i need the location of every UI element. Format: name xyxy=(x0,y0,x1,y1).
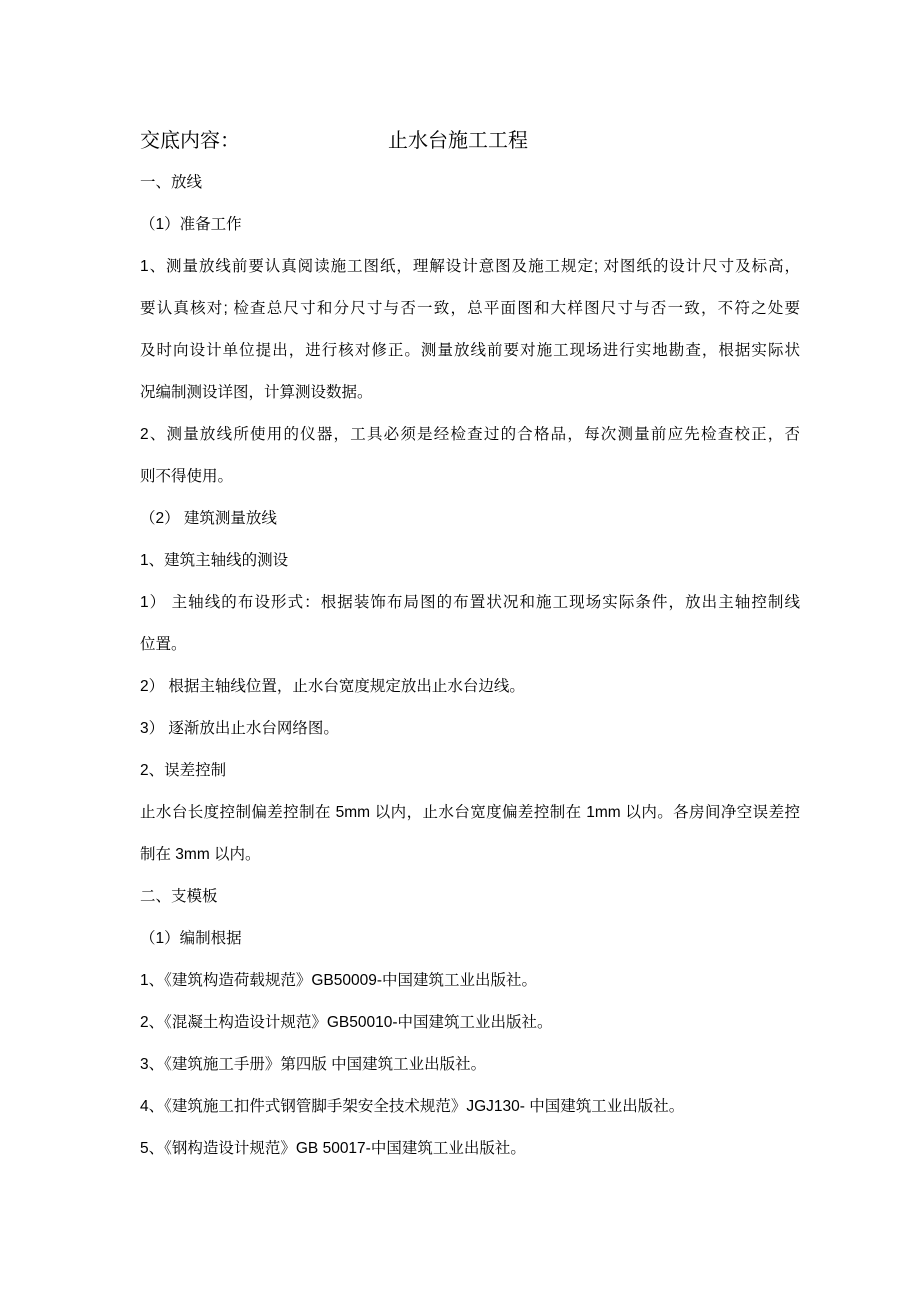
text-line: 2、测量放线所使用的仪器，工具必须是经检查过的合格品，每次测量前应先检查校正，否 xyxy=(140,426,800,443)
text-line: 止水台长度控制偏差控制在 5mm 以内，止水台宽度偏差控制在 1mm 以内。各房间净空误差控 xyxy=(140,804,800,821)
text-line: 况编制测设详图，计算测设数据。 xyxy=(140,384,373,401)
text-line: （1）准备工作 xyxy=(140,216,242,233)
text-line: 1） 主轴线的布设形式：根据装饰布局图的布置状况和施工现场实际条件，放出主轴控制线 xyxy=(140,594,800,611)
text-line: 2、《混凝土构造设计规范》GB50010-中国建筑工业出版社。 xyxy=(140,1014,553,1031)
text-line: （2） 建筑测量放线 xyxy=(140,510,277,527)
text-line: 位置。 xyxy=(140,636,187,653)
text-line: 4、《建筑施工扣件式钢管脚手架安全技术规范》JGJ130- 中国建筑工业出版社。 xyxy=(140,1098,685,1115)
text-line: 及时向设计单位提出，进行核对修正。测量放线前要对施工现场进行实地勘查，根据实际状 xyxy=(140,342,800,359)
document-title xyxy=(140,124,528,153)
document-body xyxy=(140,170,800,1178)
text-line: 3） 逐渐放出止水台网络图。 xyxy=(140,720,339,737)
text-line: 则不得使用。 xyxy=(140,468,234,485)
text-line: 3、《建筑施工手册》第四版 中国建筑工业出版社。 xyxy=(140,1056,487,1073)
text-line: （1）编制根据 xyxy=(140,930,242,947)
title-label: 交底内容： xyxy=(140,130,240,152)
text-line: 一、放线 xyxy=(140,174,203,191)
title-subject: 止水台施工工程 xyxy=(388,130,528,152)
text-line: 制在 3mm 以内。 xyxy=(140,846,261,863)
text-line: 二、支模板 xyxy=(140,888,218,905)
text-line: 2） 根据主轴线位置，止水台宽度规定放出止水台边线。 xyxy=(140,678,525,695)
text-line: 2、误差控制 xyxy=(140,762,227,779)
text-line: 1、测量放线前要认真阅读施工图纸，理解设计意图及施工规定; 对图纸的设计尺寸及标高， xyxy=(140,258,800,275)
text-line: 1、《建筑构造荷载规范》GB50009-中国建筑工业出版社。 xyxy=(140,972,538,989)
text-line: 1、建筑主轴线的测设 xyxy=(140,552,289,569)
text-line: 5、《钢构造设计规范》GB 50017-中国建筑工业出版社。 xyxy=(140,1140,526,1157)
text-line: 要认真核对; 检查总尺寸和分尺寸与否一致，总平面图和大样图尺寸与否一致，不符之处要 xyxy=(140,300,800,317)
